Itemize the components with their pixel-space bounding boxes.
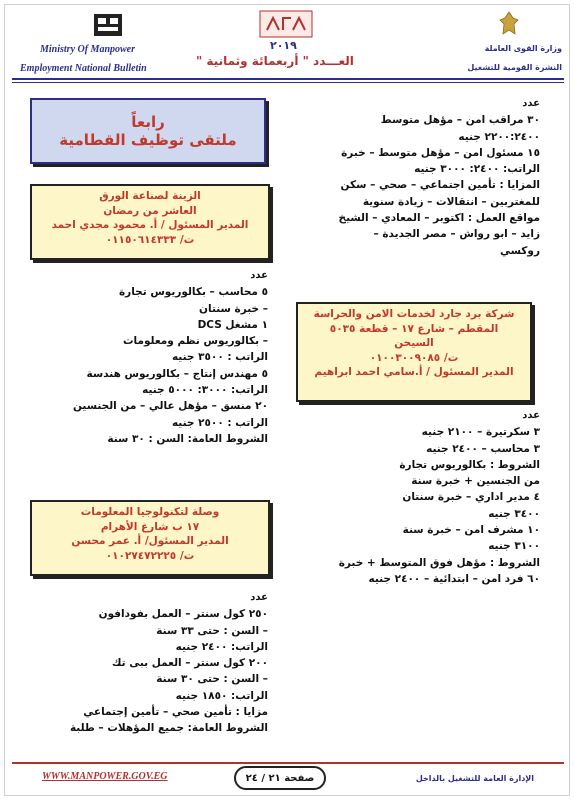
job-line: ٣ محاسب – ٢٤٠٠ جنيه [426, 442, 540, 455]
job-line: الراتب: ٢٤٠٠: ٣٠٠٠ جنيه [414, 163, 540, 176]
job-line: ٣٠ مراقب امن – مؤهل متوسط [380, 114, 540, 127]
right-column-block-a [300, 96, 540, 259]
job-line: – السن : حتى ٣٠ سنة [156, 673, 268, 686]
company-name: شركة برد جارد لخدمات الامن والحراسة [313, 308, 515, 320]
company-address: المقطم – شارع ١٧ – قطعة ٥٠٣٥ [329, 322, 499, 335]
website-link[interactable]: WWW.MANPOWER.GOV.EG [42, 771, 168, 782]
footer-rule [12, 762, 564, 764]
job-line: الراتب: ٣٠٠٠: ٥٠٠٠ جنيه [142, 384, 268, 397]
bulletin-title-en: Employment National Bulletin [20, 63, 147, 74]
job-line: الشروط العامة: السن : ٣٠ سنة [107, 432, 268, 445]
company-name: الزينة لصناعة الورق [99, 190, 201, 202]
job-line: من الجنسين + خبرة سنة [411, 475, 540, 488]
job-line: زايد – ابو رواش – مصر الجديدة – [373, 228, 540, 241]
job-line: الشروط : مؤهل فوق المتوسط + خبرة [338, 556, 540, 569]
job-line: الشروط العامة: جميع المؤهلات – طلبة [69, 722, 268, 735]
ministry-emblem [92, 10, 124, 40]
job-line: ٦٠ فرد امن – ابتدائية – ٢٤٠٠ جنيه [368, 572, 540, 585]
ministry-title-ar: وزارة القوى العاملة [484, 44, 562, 53]
job-line: ٣٤٠٠ جنيه [488, 507, 540, 520]
header-rule-thin [12, 82, 564, 83]
company-manager: المدير المسئول / أ. محمود مجدي احمد [51, 219, 249, 231]
bulletin-title-ar: النشرة القومية للتشغيل [467, 63, 562, 72]
section-number: رابعاً [131, 113, 165, 131]
year: ٢٠١٩ [270, 39, 297, 52]
company-box-bird-guard [296, 302, 532, 402]
count-heading: عدد [522, 410, 540, 421]
section-title-box [30, 98, 266, 164]
count-heading: عدد [250, 270, 268, 281]
job-line: الراتب : ٣٥٠٠ جنيه [171, 351, 268, 364]
left-column-block-b [28, 590, 268, 737]
job-line: ٢٠ منسق – مؤهل عالي – من الجنسين [72, 400, 268, 413]
job-line: روكسي [500, 244, 540, 257]
company-address: ١٧ ب شارع الأهرام [100, 520, 200, 533]
header-rule [12, 78, 564, 80]
count-heading: عدد [522, 98, 540, 109]
job-line: ١٠ مشرف امن – خبرة سنة [402, 524, 540, 537]
count-heading: عدد [250, 592, 268, 603]
company-box-wasla-it [30, 500, 270, 576]
job-line: المزايا : تأمين اجتماعي – صحي – سكن [340, 179, 540, 192]
job-line: ٢٠٠ كول سنتر – العمل ببى تك [111, 657, 268, 670]
company-manager: المدير المسئول/ أ. عمر محسن [71, 535, 229, 547]
job-line: ١ مشغل DCS [197, 318, 268, 331]
company-manager: المدير المسئول / أ.سامي احمد ابراهيم [314, 366, 514, 378]
page-number-badge: صفحة ٢١ / ٢٤ [234, 766, 326, 790]
egypt-eagle-emblem [498, 10, 520, 38]
left-column-block-a [28, 268, 268, 447]
job-line: الراتب : ٢٥٠٠ جنيه [171, 416, 268, 429]
job-line: ٢٢٠٠:٢٤٠٠ جنيه [458, 130, 540, 143]
job-line: الراتب: ٢٤٠٠ جنيه [175, 640, 268, 653]
company-phone: ت/ ٠١١٥٠٦١٤٣٣٣ [105, 233, 195, 246]
job-line: ٤ مدير اداري – خبرة سنتان [402, 491, 540, 504]
company-name: وصلة لتكنولوجيا المعلومات [80, 506, 220, 518]
job-line: الراتب: ١٨٥٠ جنيه [175, 689, 268, 702]
ministry-title-en: Ministry Of Manpower [40, 44, 136, 55]
job-line: ١٥ مسئول امن – مؤهل متوسط – خبرة [341, 146, 540, 159]
right-column-block-b [300, 408, 540, 587]
company-phone: ت/ ٠١٠٢٧٤٧٢٢٢٥ [105, 549, 195, 562]
job-line: ٣١٠٠ جنيه [488, 540, 540, 553]
job-line: – بكالوريوس نظم ومعلومات [122, 335, 268, 348]
company-address: العاشر من رمضان [103, 204, 197, 217]
job-line: ٥ مهندس إنتاج – بكالوريوس هندسة [86, 367, 268, 380]
job-line: ٢٥٠ كول سنتر – العمل بفودافون [98, 608, 268, 621]
job-line: مزايا : تأمين صحي – تأمين إجتماعي [83, 706, 268, 719]
job-line: مواقع العمل : اكتوبر – المعادي – الشيخ [338, 212, 540, 225]
job-line: الشروط : بكالوريوس تجارة [399, 458, 540, 471]
company-box-elzeina-paper [30, 184, 270, 260]
job-line: للمغتربين – انتقالات – زيادة سنوية [362, 195, 540, 208]
bulletin-logo [259, 10, 313, 38]
footer-department: الإدارة العامة للتشغيل بالداخل [415, 774, 534, 783]
section-title: ملتقى توظيف القطامية [59, 131, 237, 149]
job-line: ٥ محاسب – بكالوريوس تجارة [118, 286, 268, 299]
company-address: السيحن [394, 337, 434, 349]
job-line: – السن : حتى ٣٣ سنة [156, 624, 268, 637]
issue-number: العـــدد " أربعمائة وثمانية " [196, 54, 354, 68]
job-line: – خبرة سنتان [199, 302, 268, 315]
company-phone: ت/ ٠١٠٠٣٠٠٩٠٨٥ [369, 351, 459, 364]
job-line: ٣ سكرتيرة – ٢١٠٠ جنيه [421, 426, 540, 439]
